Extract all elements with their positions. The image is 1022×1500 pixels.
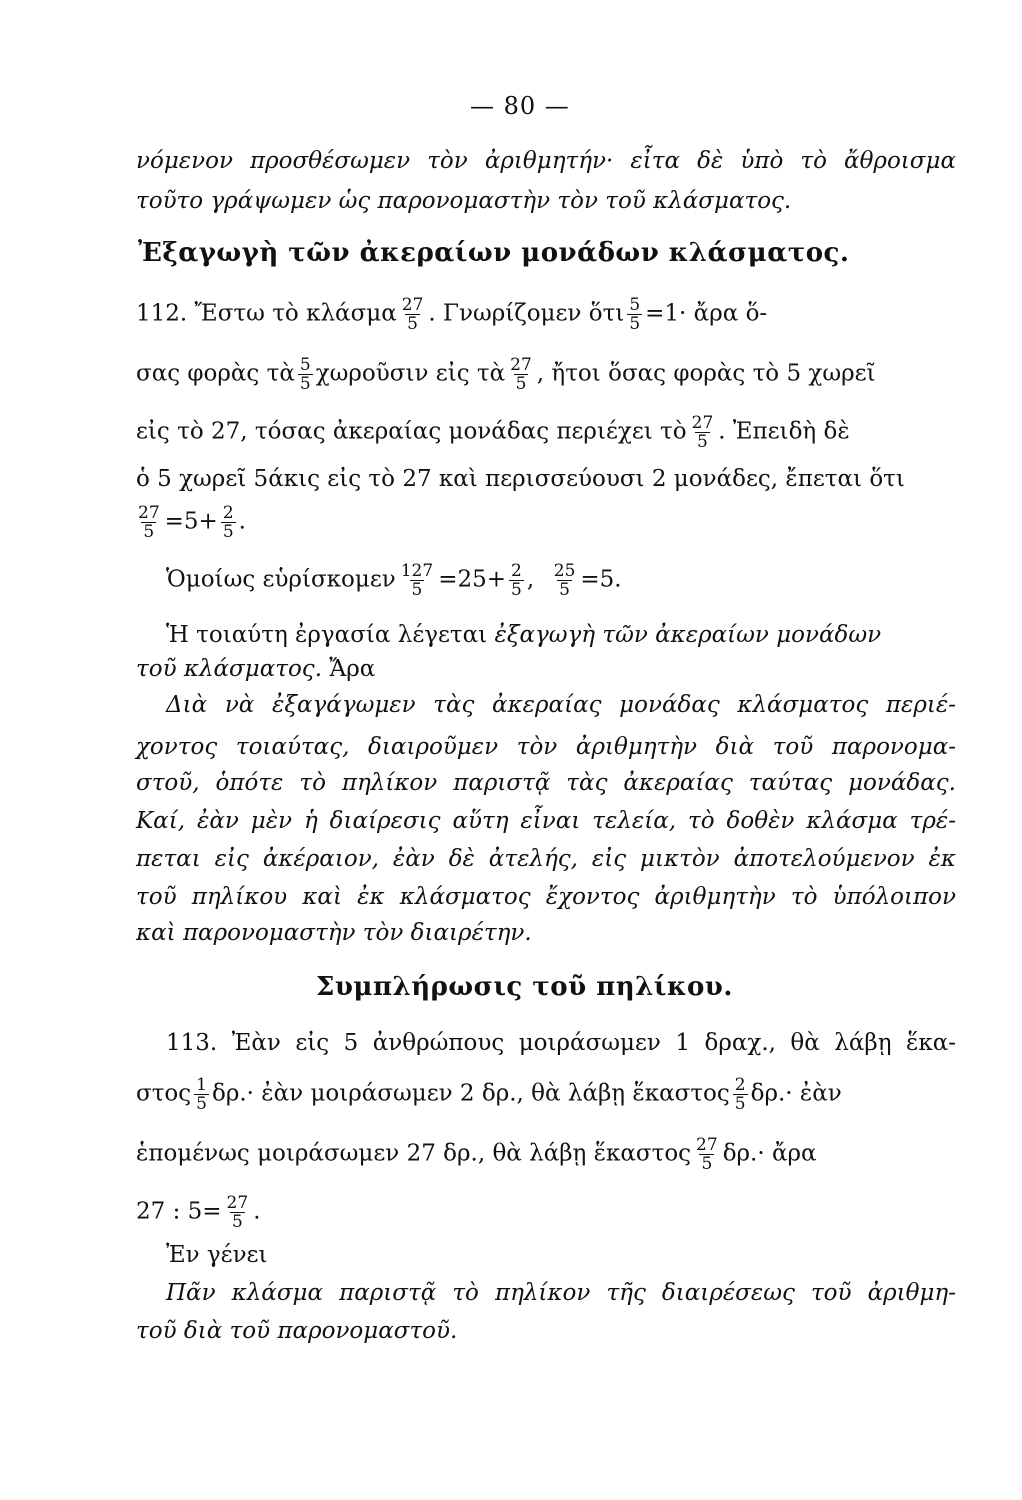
fraction-numerator: 1 <box>196 1075 207 1095</box>
fraction-denominator: 5 <box>407 314 418 334</box>
sec113-line-1: 113. Ἐὰν εἰς 5 ἀνθρώπους μοιράσωμεν 1 δραχ., θὰ λάβῃ ἕκα- <box>166 1030 956 1056</box>
sec112-line-6 <box>166 562 946 599</box>
sec112-line-5 <box>136 504 956 541</box>
fraction-127-5 <box>399 562 435 599</box>
sec112-line-8 <box>136 654 956 684</box>
term-extraction-cont: τοῦ κλάσματος. <box>136 656 322 682</box>
sec113-text: ἑπομένως μοιράσωμεν 27 δρ., θὰ λάβῃ ἕκαστος <box>136 1140 692 1167</box>
fraction-numerator: 2 <box>511 561 522 581</box>
sec112-line-3 <box>136 414 956 451</box>
fraction-27-5 <box>694 1136 720 1173</box>
intro-line-2: τοῦτο γράψωμεν ὡς παρονομαστὴν τὸν τοῦ κλάσματος. <box>136 188 792 214</box>
fraction-25-5 <box>552 562 578 599</box>
sec112-text: Ἡ τοιαύτη ἐργασία λέγεται <box>166 622 488 648</box>
fraction-5-5 <box>627 296 642 333</box>
fraction-numerator: 2 <box>734 1075 746 1095</box>
sec112-text: εἰς τὸ 27, τόσας ἀκεραίας μονάδας περιέχει τὸ <box>136 418 687 445</box>
section-heading-completion: Συμπλήρωσις τοῦ πηλίκου. <box>316 972 733 1002</box>
sec112-text: =1· ἄρα ὅ- <box>645 300 768 327</box>
sec112-text: , <box>526 566 535 593</box>
rule1-line-5: πεται εἰς ἀκέραιον, ἐὰν δὲ ἀτελής, εἰς μικτὸν ἀποτελούμενον ἐκ <box>136 846 956 872</box>
sec112-line-1 <box>136 296 956 333</box>
fraction-denominator: 5 <box>734 1094 746 1114</box>
sec112-text: =5+ <box>164 508 218 535</box>
sec113-text: 27 : 5= <box>136 1198 222 1225</box>
fraction-denominator: 5 <box>697 432 708 452</box>
sec113-line-3 <box>136 1136 956 1173</box>
rule1-line-7: καὶ παρονομαστὴν τὸν διαιρέτην. <box>136 920 532 946</box>
sec112-text: 112. Ἔστω τὸ κλάσμα <box>136 300 397 327</box>
fraction-27-5 <box>690 414 716 451</box>
fraction-denominator: 5 <box>559 580 570 600</box>
fraction-numerator: 25 <box>553 561 576 581</box>
sec113-text: δρ.· ἄρα <box>722 1140 817 1167</box>
rule1-line-2: χοντος τοιαύτας, διαιροῦμεν τὸν ἀριθμητὴν διὰ τοῦ παρονομα- <box>136 734 956 760</box>
fraction-numerator: 2 <box>222 503 234 523</box>
sec113-line-4 <box>136 1194 956 1231</box>
sec112-text: , ἤτοι ὅσας φορὰς τὸ 5 χωρεῖ <box>536 360 876 387</box>
sec112-text: Ὁμοίως εὑρίσκομεν <box>166 566 396 593</box>
sec112-text: =5. <box>580 566 622 593</box>
fraction-denominator: 5 <box>701 1154 713 1174</box>
fraction-numerator: 5 <box>629 295 641 315</box>
fraction-numerator: 27 <box>691 413 714 433</box>
sec112-line-4: ὁ 5 χωρεῖ 5άκις εἰς τὸ 27 καὶ περισσεύουσι 2 μονάδες, ἔπεται ὅτι <box>136 466 905 492</box>
fraction-27-5 <box>400 296 426 333</box>
fraction-denominator: 5 <box>143 522 155 542</box>
sec112-line-2 <box>136 356 956 393</box>
fraction-2-5 <box>509 562 524 599</box>
fraction-denominator: 5 <box>629 314 641 334</box>
fraction-2-5 <box>221 504 236 541</box>
sec112-text: . Γνωρίζομεν ὅτι <box>428 300 625 327</box>
section-heading-extraction: Ἐξαγωγὴ τῶν ἀκεραίων μονάδων κλάσματος. <box>138 238 850 268</box>
fraction-27-5 <box>225 1194 251 1231</box>
fraction-numerator: 5 <box>299 355 311 375</box>
rule2-line-1: Πᾶν κλάσμα παριστᾷ τὸ πηλίκον τῆς διαιρέσεως τοῦ ἀριθμη- <box>166 1280 956 1306</box>
sec112-line-7 <box>166 620 956 650</box>
fraction-27-5 <box>508 356 534 393</box>
fraction-denominator: 5 <box>222 522 234 542</box>
rule1-line-4: Καί, ἐὰν μὲν ἡ διαίρεσις αὕτη εἶναι τελεία, τὸ δοθὲν κλάσμα τρέ- <box>136 808 956 834</box>
fraction-5-5 <box>298 356 313 393</box>
sec113-text: . <box>253 1198 261 1225</box>
fraction-denominator: 5 <box>231 1212 243 1232</box>
rule1-line-6: τοῦ πηλίκου καὶ ἐκ κλάσματος ἔχοντος ἀριθμητὴν τὸ ὑπόλοιπον <box>136 884 956 910</box>
fraction-1-5 <box>194 1076 209 1113</box>
fraction-denominator: 5 <box>511 580 522 600</box>
sec112-text: Ἄρα <box>329 656 376 682</box>
page-number: — 80 — <box>470 92 570 120</box>
sec113-text: δρ.· ἐὰν <box>750 1080 842 1107</box>
fraction-numerator: 27 <box>696 1135 718 1155</box>
sec113-text: στος <box>136 1080 192 1107</box>
rule2-line-2: τοῦ διὰ τοῦ παρονομαστοῦ. <box>136 1318 458 1344</box>
fraction-numerator: 27 <box>401 295 424 315</box>
sec113-text: δρ.· ἐὰν μοιράσωμεν 2 δρ., θὰ λάβῃ ἕκαστος <box>211 1080 730 1107</box>
rule1-line-3: στοῦ, ὁπότε τὸ πηλίκον παριστᾷ τὰς ἀκεραίας ταύτας μονάδας. <box>136 770 956 796</box>
intro-line-1: νόμενον προσθέσωμεν τὸν ἀριθμητήν· εἶτα δὲ ὑπὸ τὸ ἄθροισμα <box>136 148 956 174</box>
fraction-numerator: 27 <box>138 503 160 523</box>
sec112-text: σας φορὰς τὰ <box>136 360 295 387</box>
rule1-line-1: Διὰ νὰ ἐξαγάγωμεν τὰς ἀκεραίας μονάδας κλάσματος περιέ- <box>166 692 956 718</box>
sec112-text: . Ἐπειδὴ δὲ <box>718 418 850 445</box>
fraction-2-5 <box>733 1076 748 1113</box>
sec112-text: χωροῦσιν εἰς τὰ <box>315 360 506 387</box>
fraction-27-5 <box>136 504 162 541</box>
sec113-line-5: Ἐν γένει <box>166 1242 268 1268</box>
fraction-denominator: 5 <box>515 374 527 394</box>
term-extraction: ἐξαγωγὴ τῶν ἀκεραίων μονάδων <box>494 622 882 648</box>
fraction-numerator: 127 <box>400 561 434 581</box>
sec112-text: . <box>238 508 246 535</box>
fraction-numerator: 27 <box>510 355 532 375</box>
sec112-text: =25+ <box>438 566 506 593</box>
fraction-denominator: 5 <box>299 374 311 394</box>
fraction-numerator: 27 <box>226 1193 249 1213</box>
fraction-denominator: 5 <box>196 1094 207 1114</box>
sec113-line-2 <box>136 1076 956 1113</box>
fraction-denominator: 5 <box>411 580 423 600</box>
